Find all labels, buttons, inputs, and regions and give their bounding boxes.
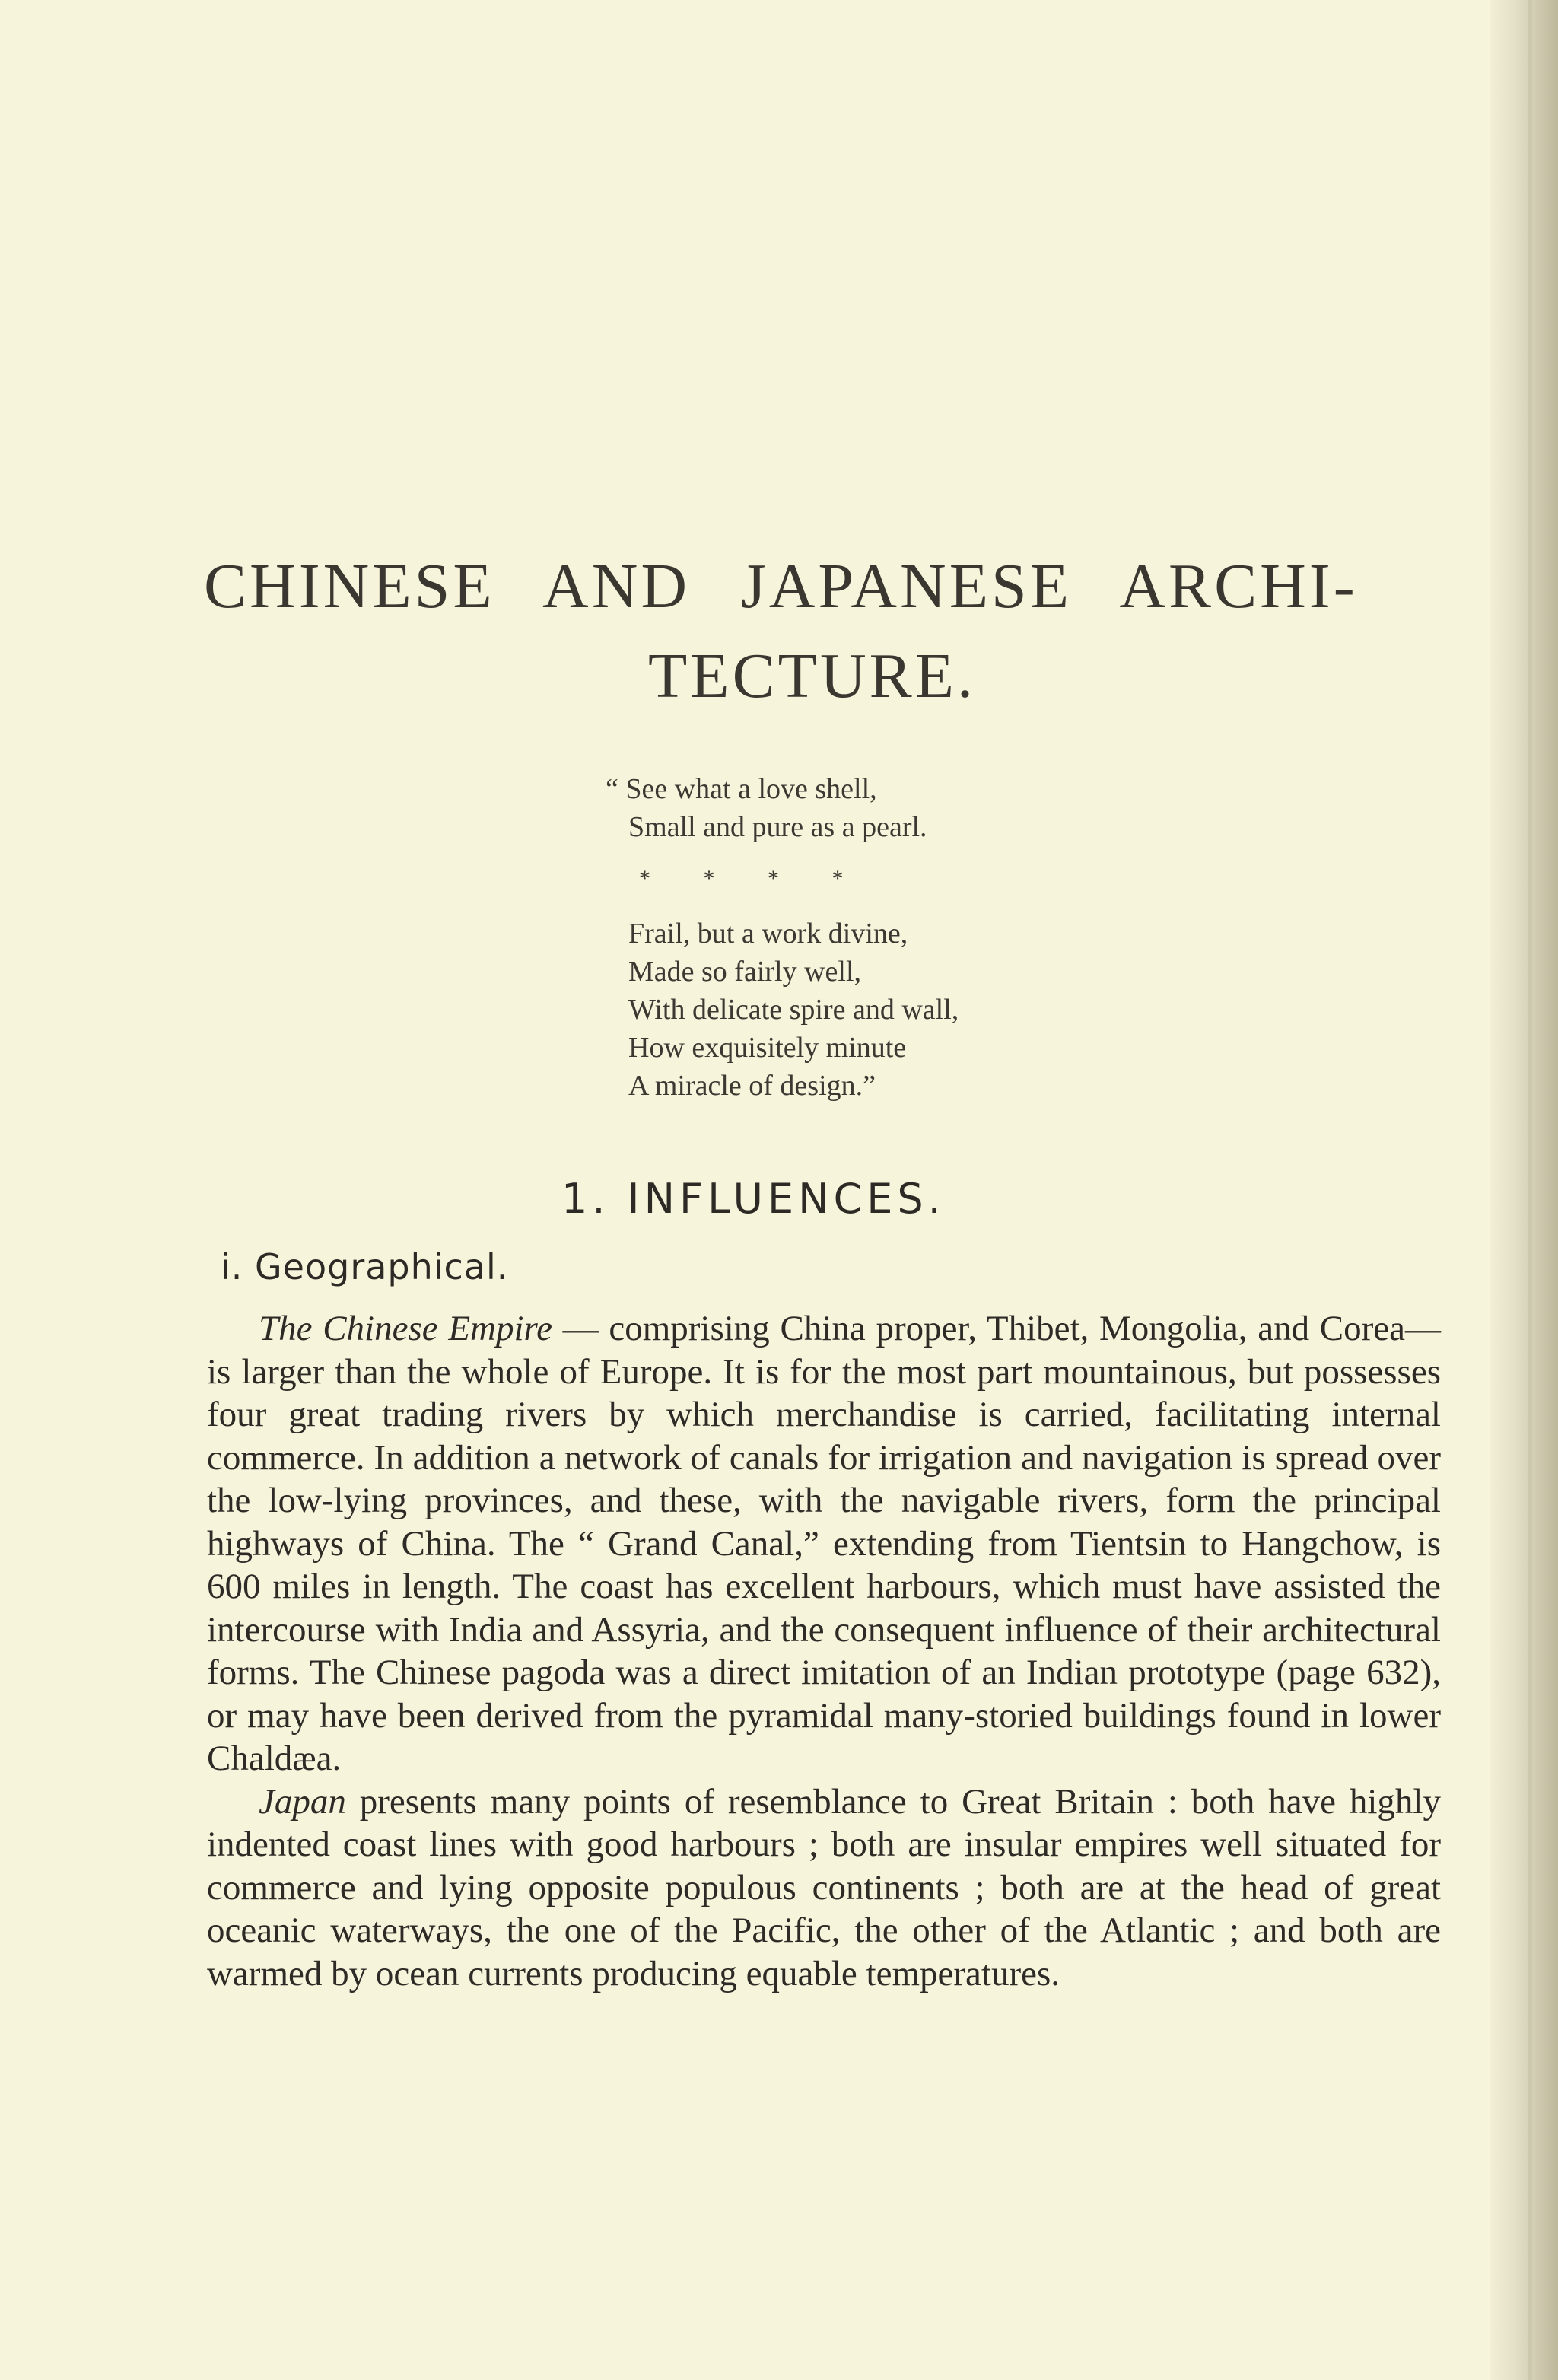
subsection-heading: i. Geographical.	[221, 1246, 509, 1287]
page-edge-line	[1528, 0, 1532, 2380]
paragraph-lead: Japan	[259, 1781, 346, 1822]
chapter-title-line-1: CHINESE AND JAPANESE ARCHI-	[204, 551, 1358, 622]
poem-line: Small and pure as a pearl.	[628, 811, 927, 843]
page-edge-shadow	[1490, 0, 1558, 2380]
poem-separator: * * * *	[639, 866, 845, 891]
poem-line: Frail, but a work divine,	[628, 918, 908, 950]
body-text	[207, 1307, 1441, 1995]
paragraph-text: presents many points of resemblance to Great Britain : both have highly indented coast lines with good harbours ; both are insular empires well situated for commerce and lying opposite populous continents ; both are at the head of great oceanic waterways, the one of the Pacific, the other of the Atlantic ; and both are warmed by ocean currents producing equable temperatures.	[207, 1781, 1441, 1993]
paragraph-lead: The Chinese Empire	[259, 1309, 552, 1348]
poem-line: How exquisitely minute	[628, 1032, 907, 1064]
poem-line: “ See what a love shell,	[606, 773, 877, 805]
paragraph-text: — comprising China proper, Thibet, Mongolia, and Corea—is larger than the whole of Europe. It is for the most part mountainous, but possesses four great trading rivers by which merchandise is carried, facilitating internal commerce. In addition a network of canals for irrigation and navigation is spread over the low-lying provinces, and these, with the navigable rivers, form the principal highways of China. The “ Grand Canal,” extending from Tientsin to Hangchow, is 600 miles in length. The coast has excellent harbours, which must have assisted the intercourse with India and Assyria, and the consequent influence of their architectural forms. The Chinese pagoda was a direct imitation of an Indian prototype (page 632), or may have been derived from the pyramidal many-storied buildings found in lower Chaldæa.	[207, 1309, 1441, 1778]
chapter-title	[204, 542, 1451, 721]
poem-line: Made so fairly well,	[628, 956, 862, 988]
section-heading: 1. INFLUENCES.	[561, 1175, 946, 1223]
poem-line: A miracle of design.”	[628, 1070, 876, 1102]
poem-line: With delicate spire and wall,	[628, 994, 959, 1026]
paragraph-japan	[207, 1780, 1441, 1996]
chapter-title-line-2: TECTURE.	[648, 641, 976, 711]
epigraph-poem	[606, 770, 1184, 1105]
paragraph-chinese-empire	[207, 1307, 1441, 1780]
